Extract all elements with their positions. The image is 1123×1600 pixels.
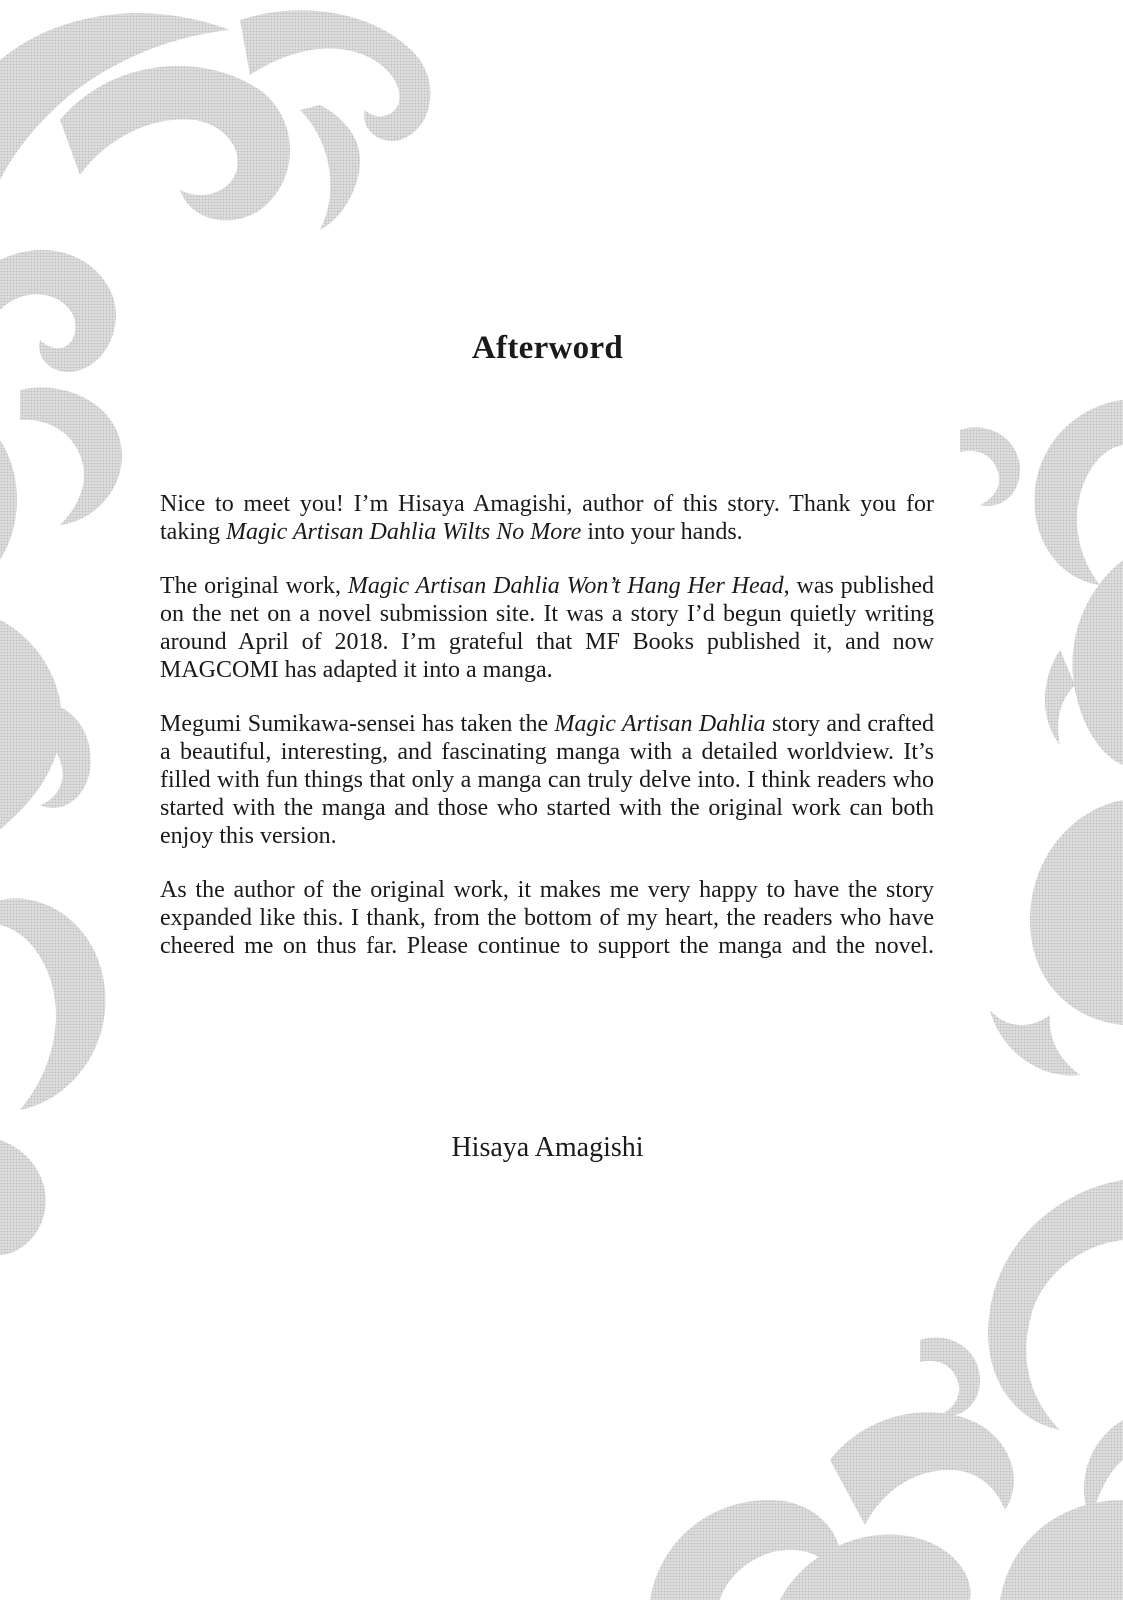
author-signature: Hisaya Amagishi [451,1132,644,1163]
flourish-right-middle-icon [960,400,1123,1076]
paragraph-2-book-title: Magic Artisan Dahlia Won’t Hang Her Head [347,573,784,599]
flourish-bottom-right-icon [650,1180,1123,1600]
paragraph-3 [160,710,934,850]
flourish-top-left-icon [0,10,430,560]
paragraph-3-text-c: story and crafted a beautiful, interesting, and fascinating manga with a detailed worldview. It’s filled with fun things that only a manga can truly delve into. I think readers who started with the manga and those who started with the original work can both enjoy this version. [160,711,935,849]
paragraph-1 [160,490,934,546]
page-title: Afterword [471,330,624,366]
paragraph-2-text-c: , was published on the net on a novel submission site. It was a story I’d begun quietly writing around April of 2018. I’m grateful that MF Books published it, and now MAGCOMI has adapted it into a manga. [160,573,935,683]
paragraph-4: As the author of the original work, it makes me very happy to have the story expanded like this. I thank, from the bottom of my heart, the readers who have cheered me on thus far. Please continue to support the manga and the novel. [160,877,934,959]
paragraph-1-text-c: into your hands. [581,519,743,545]
afterword-body [160,490,934,986]
paragraph-3-book-title: Magic Artisan Dahlia [554,711,766,737]
paragraph-2-text-a: The original work, [160,573,348,599]
paragraph-3-text-a: Megumi Sumikawa-sensei has taken the [160,711,555,737]
paragraph-2 [160,572,934,684]
paragraph-1-book-title: Magic Artisan Dahlia Wilts No More [226,519,582,545]
paragraph-1-text-a: Nice to meet you! I’m Hisaya Amagishi, author of this story. Thank you for taking [160,491,934,545]
